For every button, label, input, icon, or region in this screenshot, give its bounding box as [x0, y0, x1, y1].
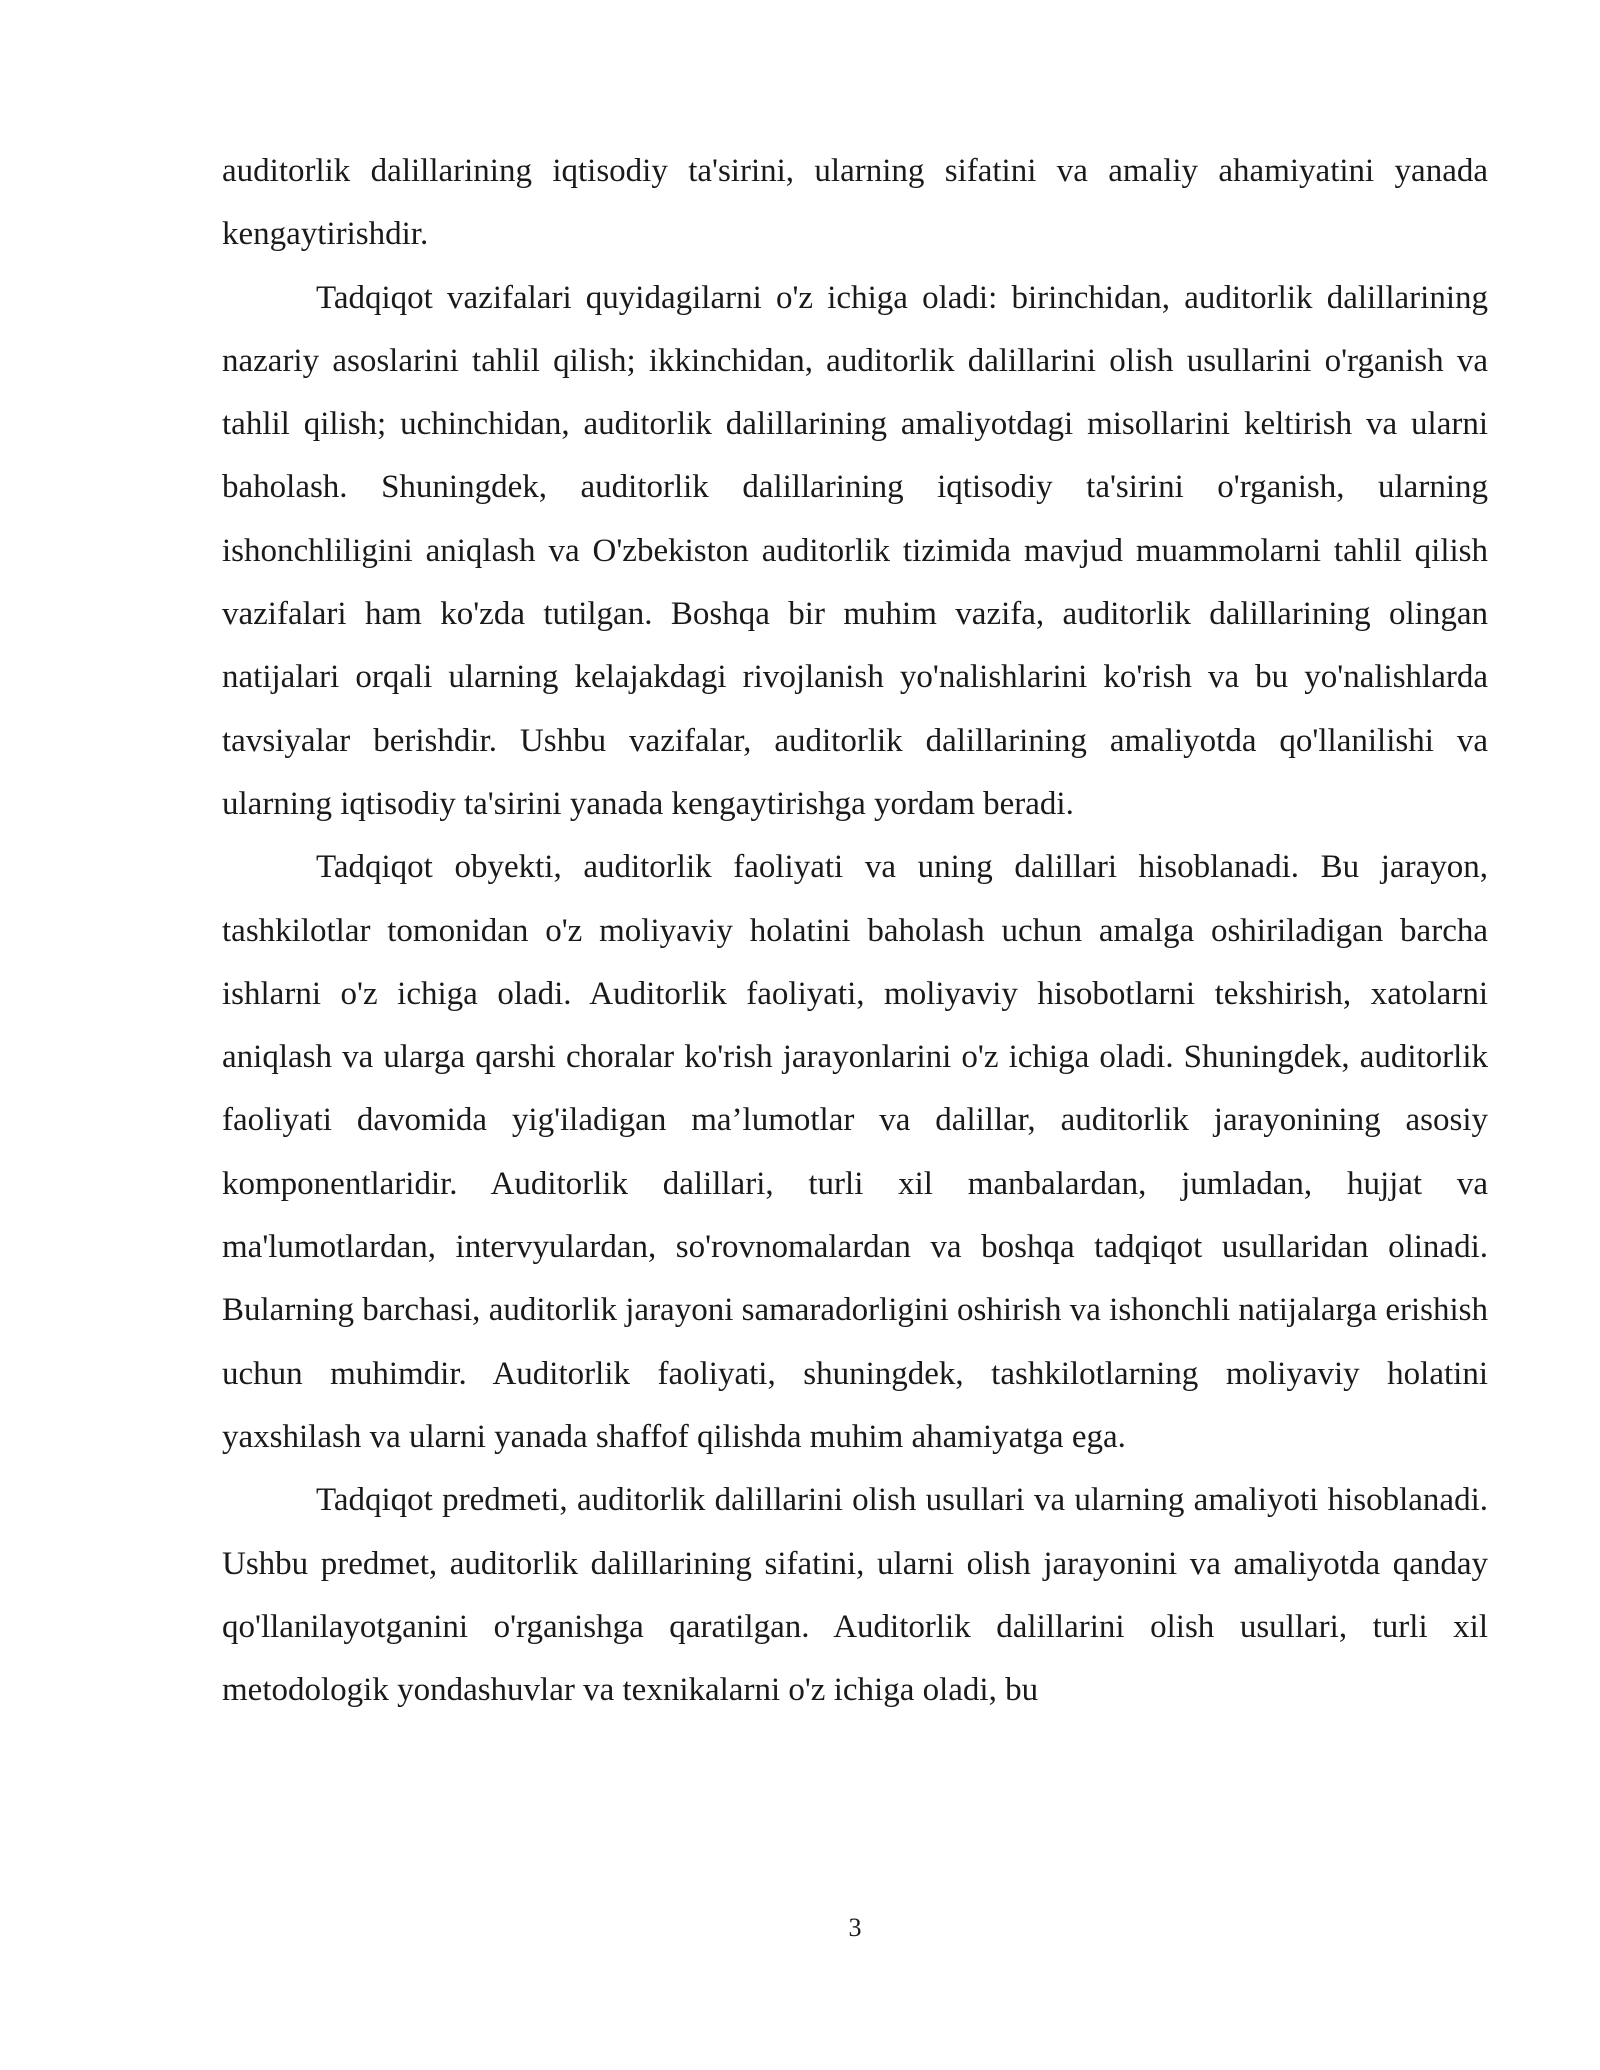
paragraph-research-object: Tadqiqot obyekti, auditorlik faoliyati va uning dalillari hisoblanadi. Bu jarayon, tashkilotlar tomonidan o'z moliyaviy holatini baholash uchun amalga oshiriladigan barcha ishlarni o'z ichiga oladi. Auditorlik faoliyati, moliyaviy hisobotlarni tekshirish, xatolarni aniqlash va ularga qarshi choralar ko'rish jarayonlarini o'z ichiga oladi. Shuningdek, auditorlik faoliyati davomida yig'iladigan ma’lumotlar va dalillar, auditorlik jarayonining asosiy komponentlaridir. Auditorlik dalillari, turli xil manbalardan, jumladan, hujjat va ma'lumotlardan, intervyulardan, so'rovnomalardan va boshqa tadqiqot usullaridan olinadi. Bularning barchasi, auditorlik jarayoni samaradorligini oshirish va ishonchli natijalarga erishish uchun muhimdir. Auditorlik faoliyati, shuningdek, tashkilotlarning moliyaviy holatini yaxshilash va ularni yanada shaffof qilishda muhim ahamiyatga ega. [222, 849, 1488, 1455]
paragraph-research-subject: Tadqiqot predmeti, auditorlik dalillarini olish usullari va ularning amaliyoti hisoblanadi. Ushbu predmet, auditorlik dalillarining sifatini, ularni olish jarayonini va amaliyotda qanday qo'llanilayotganini o'rganishga qaratilgan. Auditorlik dalillarini olish usullari, turli xil metodologik yondashuvlar va texnikalarni o'z ichiga oladi, bu [222, 1482, 1488, 1709]
page-number: 3 [848, 1913, 862, 1942]
document-body [222, 140, 1488, 1722]
paragraph-research-tasks: Tadqiqot vazifalari quyidagilarni o'z ichiga oladi: birinchidan, auditorlik dalillarining nazariy asoslarini tahlil qilish; ikkinchidan, auditorlik dalillarini olish usullarini o'rganish va tahlil qilish; uchinchidan, auditorlik dalillarining amaliyotdagi misollarini keltirish va ularni baholash. Shuningdek, auditorlik dalillarining iqtisodiy ta'sirini o'rganish, ularning ishonchliligini aniqlash va O'zbekiston auditorlik tizimida mavjud muammolarni tahlil qilish vazifalari ham ko'zda tutilgan. Boshqa bir muhim vazifa, auditorlik dalillarining olingan natijalari orqali ularning kelajakdagi rivojlanish yo'nalishlarini ko'rish va bu yo'nalishlarda tavsiyalar berishdir. Ushbu vazifalar, auditorlik dalillarining amaliyotda qo'llanilishi va ularning iqtisodiy ta'sirini yanada kengaytirishga yordam beradi. [222, 279, 1488, 822]
paragraph-continuation: auditorlik dalillarining iqtisodiy ta'sirini, ularning sifatini va amaliy ahamiyatini yanada kengaytirishdir. [222, 153, 1488, 253]
